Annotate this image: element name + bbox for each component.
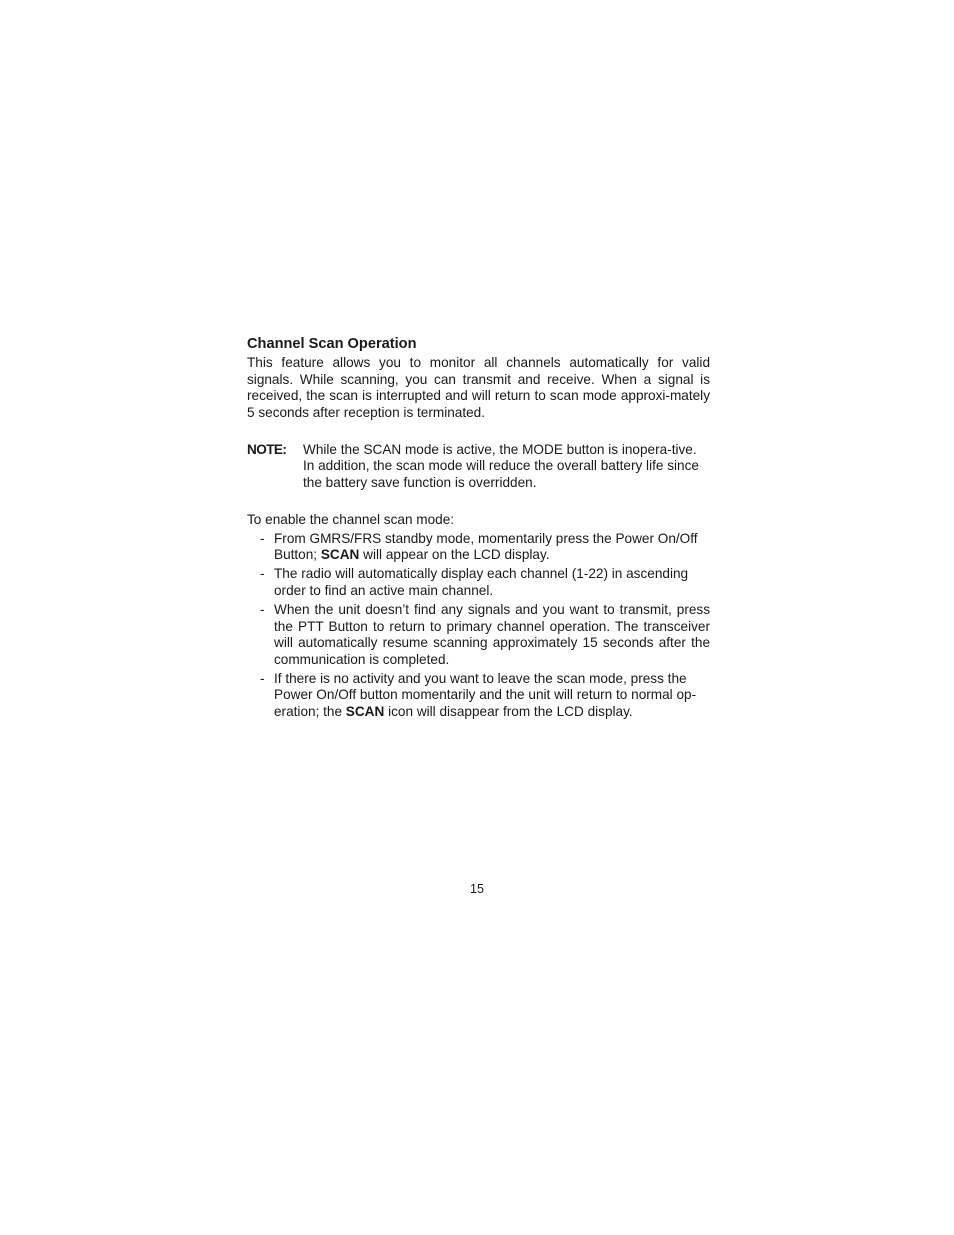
instructions-intro: To enable the channel scan mode: (247, 512, 455, 528)
note-text: While the SCAN mode is active, the MODE button is inopera-tive. In addition, the scan mode will reduce the overall battery life since the battery save function is overridden. (303, 442, 699, 490)
page-number: 15 (470, 882, 484, 896)
intro-paragraph: This feature allows you to monitor all channels automatically for valid signals. While scanning, you can transmit and receive. When a signal is received, the scan is interrupted and will return to scan mode approxi-mately 5 seconds after reception is terminated. (247, 355, 710, 420)
list-item (247, 602, 710, 668)
list-item-text: The radio will automatically display each channel (1-22) in ascending order to find an active main channel. (274, 566, 689, 598)
scan-label: SCAN (320, 547, 360, 563)
section-heading: Channel Scan Operation (247, 336, 417, 352)
scan-label: SCAN (345, 703, 385, 719)
dash-marker: - (260, 566, 265, 582)
list-item-text: When the unit doesn’t find any signals and you want to transmit, press the PTT Button to return to primary channel operation. The transceiver will automatically resume scanning approximately 15 seconds after the communication is completed. (274, 602, 710, 667)
list-item-text: If there is no activity and you want to leave the scan mode, press the Power On/Off button momentarily and the unit will return to normal op-eration; the SCAN icon will disappear from the LCD display. (274, 670, 697, 719)
document-body (247, 336, 710, 723)
list-item (247, 671, 710, 720)
note-label: NOTE: (247, 442, 287, 458)
list-item (247, 566, 710, 599)
instruction-list (247, 531, 710, 720)
dash-marker: - (260, 670, 265, 686)
dash-marker: - (260, 602, 265, 618)
note-block (247, 442, 710, 491)
list-item (247, 531, 710, 564)
dash-marker: - (260, 530, 265, 546)
list-item-text: From GMRS/FRS standby mode, momentarily press the Power On/Off Button; SCAN will appear on the LCD display. (274, 530, 698, 563)
